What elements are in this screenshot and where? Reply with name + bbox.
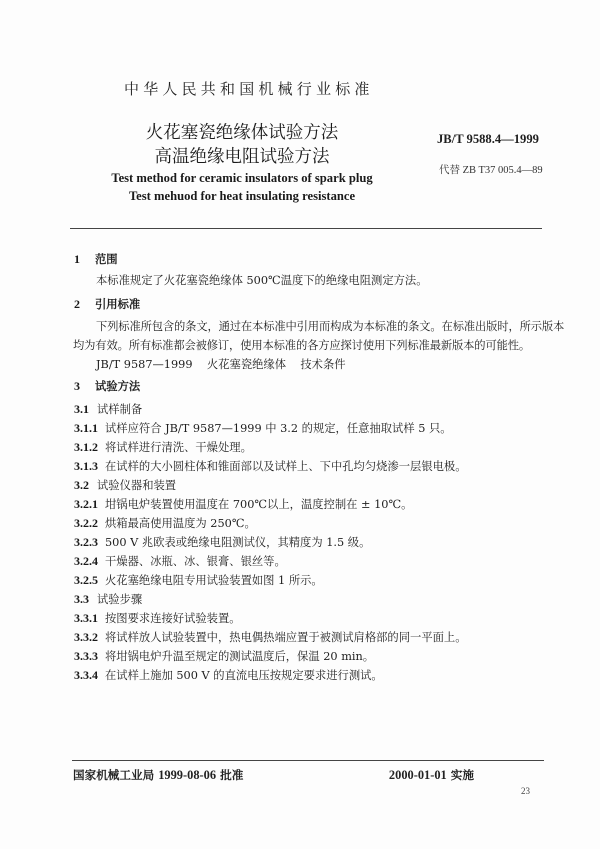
section-title: 范围: [95, 253, 118, 266]
clause-text: 500 V 兆欧表或绝缘电阻测试仪，其精度为 1.5 级。: [105, 536, 371, 549]
clause-3-2-3: [74, 534, 370, 550]
title-en-line-1: Test method for ceramic insulators of spark plug: [111, 171, 373, 185]
approval-label: 批准: [220, 768, 244, 782]
section-number: 1: [74, 252, 80, 266]
clause-3-2: [74, 477, 176, 493]
effective-date: 2000-01-01: [388, 768, 447, 782]
footer-divider: [72, 760, 544, 761]
section-number: 2: [74, 297, 80, 311]
clause-text: 按图要求连接好试验装置。: [105, 612, 241, 625]
clause-number: 3.2.2: [74, 516, 98, 530]
clause-3-1-3: [74, 458, 467, 474]
clause-3-2-1: [74, 496, 412, 512]
clause-3-3-2: [74, 629, 467, 645]
clause-3-1: [74, 401, 142, 417]
title-en-line-2: Test mehuod for heat insulating resistance: [128, 189, 356, 203]
clause-text: 干燥器、冰瓶、冰、银膏、银丝等。: [105, 555, 286, 568]
clause-number: 3.3.1: [74, 611, 98, 625]
page-number: 23: [521, 786, 530, 796]
clause-number: 3.2: [74, 478, 89, 492]
title-zh-line-2: 高温绝缘电阻试验方法: [154, 147, 330, 167]
clause-number: 3.1.3: [74, 459, 98, 473]
clause-text: 烘箱最高使用温度为 250℃。: [105, 517, 256, 530]
clause-text: 坩锅电炉装置使用温度在 700℃以上，温度控制在 ± 10℃。: [105, 498, 413, 511]
clause-number: 3.3: [74, 592, 89, 606]
clause-number: 3.2.5: [74, 573, 98, 587]
clause-3-3-4: [74, 667, 383, 683]
header-divider: [70, 228, 542, 229]
clause-3-1-1: [74, 420, 452, 436]
clause-number: 3.3.4: [74, 668, 98, 682]
approval-date: 1999-08-06: [158, 768, 217, 782]
effective-label: 实施: [450, 768, 474, 782]
standard-code: JB/T 9588.4—1999: [437, 132, 539, 146]
clause-text: 试样应符合 JB/T 9587—1999 中 3.2 的规定，任意抽取试样 5 只。: [105, 422, 452, 435]
clause-number: 3.2.1: [74, 497, 98, 511]
clause-number: 3.1: [74, 402, 89, 416]
clause-number: 3.2.3: [74, 535, 98, 549]
clause-number: 3.1.2: [74, 440, 98, 454]
effective-info: [389, 767, 474, 783]
clause-3-2-2: [74, 515, 256, 531]
clause-text: 试样制备: [97, 403, 143, 416]
title-zh-line-1: 火花塞瓷绝缘体试验方法: [145, 123, 339, 143]
clause-text: 在试样的大小圆柱体和锥面部以及试样上、下中孔均匀烧渗一层银电极。: [105, 460, 467, 473]
section-2-paragraph-line-1: 下列标准所包含的条文，通过在本标准中引用而构成为本标准的条文。在标准出版时，所示版本: [96, 320, 565, 333]
clause-text: 在试样上施加 500 V 的直流电压按规定要求进行测试。: [105, 669, 383, 682]
clause-number: 3.1.1: [74, 421, 98, 435]
clause-3-2-4: [74, 553, 286, 569]
clause-number: 3.3.2: [74, 630, 98, 644]
section-1-heading: [74, 251, 118, 267]
clause-3-2-5: [74, 572, 323, 588]
section-2-paragraph-line-2: 均为有效。所有标准都会被修订，使用本标准的各方应探讨使用下列标准最新版本的可能性。: [73, 339, 531, 352]
clause-text: 试验步骤: [97, 593, 143, 606]
section-title: 引用标准: [95, 298, 141, 311]
section-2-heading: [74, 296, 140, 312]
clause-text: 火花塞绝缘电阻专用试验装置如图 1 所示。: [105, 574, 323, 587]
clause-text: 将试样放人试验装置中，热电偶热端应置于被测试肩格部的同一平面上。: [105, 631, 467, 644]
replaces-standard: 代替 ZB T37 005.4—89: [439, 165, 543, 176]
referenced-standard: JB/T 9587—1999 火花塞瓷绝缘体 技术条件: [96, 358, 346, 371]
section-number: 3: [74, 379, 80, 393]
clause-text: 将试样进行清洗、干燥处理。: [105, 441, 252, 454]
clause-3-3-1: [74, 610, 241, 626]
section-1-paragraph: 本标准规定了火花塞瓷绝缘体 500℃温度下的绝缘电阻测定方法。: [96, 274, 428, 287]
clause-3-1-2: [74, 439, 252, 455]
section-title: 试验方法: [95, 380, 141, 393]
section-3-heading: [74, 378, 140, 394]
clause-3-3: [74, 591, 142, 607]
clause-text: 试验仪器和装置: [97, 479, 177, 492]
approving-authority: 国家机械工业局: [73, 768, 155, 782]
clause-number: 3.3.3: [74, 649, 98, 663]
clause-3-3-3: [74, 648, 374, 664]
clause-number: 3.2.4: [74, 554, 98, 568]
clause-text: 将坩锅电炉升温至规定的测试温度后，保温 20 min。: [105, 650, 375, 663]
national-standard-header: 中华人民共和国机械行业标准: [124, 80, 374, 98]
approval-info: [73, 767, 243, 783]
